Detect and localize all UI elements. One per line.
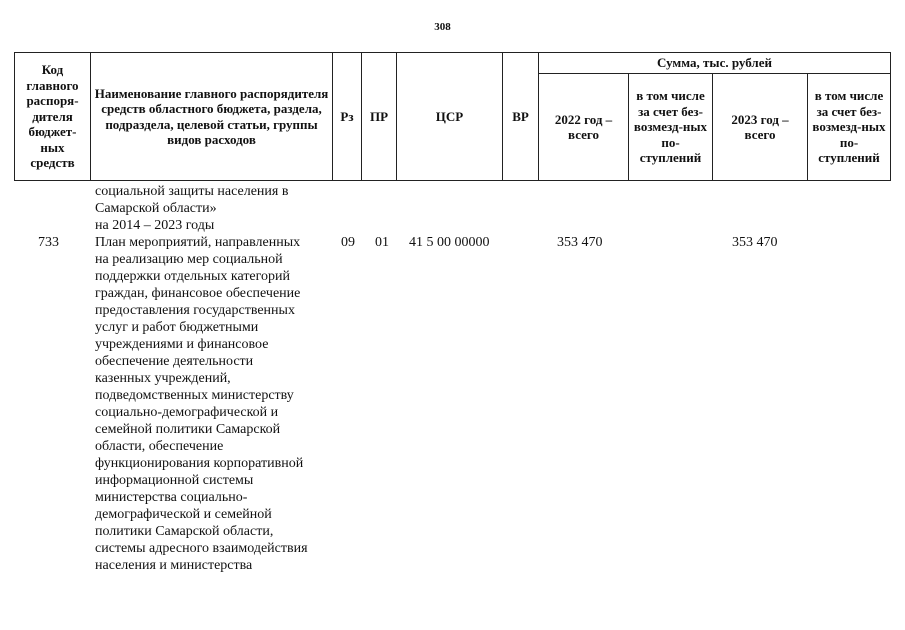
continuation-line: социальной защиты населения в <box>95 184 289 199</box>
header-csr: ЦСР <box>397 53 503 181</box>
header-sum-2023: 2023 год – всего <box>713 74 808 181</box>
row-name <box>95 234 335 574</box>
header-rz: Рз <box>333 53 362 181</box>
row-name-line: подведомственных министерству <box>95 388 294 403</box>
row-code: 733 <box>38 235 59 250</box>
row-name-line: области, обеспечение <box>95 439 224 454</box>
row-name-line: поддержки отдельных категорий <box>95 269 291 284</box>
row-name-line: на реализацию мер социальной <box>95 252 283 267</box>
row-name-line: предоставления государственных <box>95 303 295 318</box>
header-vr: ВР <box>503 53 539 181</box>
row-name-line: граждан, финансовое обеспечение <box>95 286 301 301</box>
row-name-line: учреждениями и финансовое <box>95 337 269 352</box>
row-name-line: информационной системы <box>95 473 254 488</box>
row-name-line: семейной политики Самарской <box>95 422 281 437</box>
row-name-line: обеспечение деятельности <box>95 354 254 369</box>
row-sum-2022: 353 470 <box>557 235 603 250</box>
header-code: Код главного распоря-дителя бюджет-ных средств <box>15 53 91 181</box>
table-header <box>14 52 891 181</box>
row-pr: 01 <box>375 235 389 250</box>
page-number: 308 <box>434 21 451 33</box>
row-name-line: политики Самарской области, <box>95 524 274 539</box>
row-name-line: казенных учреждений, <box>95 371 231 386</box>
continuation-line: на 2014 – 2023 годы <box>95 218 215 233</box>
row-name-line: министерства социально- <box>95 490 248 505</box>
row-name-line: демографической и семейной <box>95 507 272 522</box>
row-name-line: услуг и работ бюджетными <box>95 320 259 335</box>
header-sum-2023-free: в том числе за счет без-возмезд-ных по-ступлений <box>808 74 891 181</box>
row-name-line: населения и министерства <box>95 558 253 573</box>
header-sum-2022-free: в том числе за счет без-возмезд-ных по-ступлений <box>629 74 713 181</box>
header-sum-group: Сумма, тыс. рублей <box>539 53 891 74</box>
row-name-line: функционирования корпоративной <box>95 456 304 471</box>
row-name-line: социально-демографической и <box>95 405 279 420</box>
row-rz: 09 <box>341 235 355 250</box>
row-name-line: План мероприятий, направленных <box>95 235 301 250</box>
continuation-line: Самарской области» <box>95 201 217 216</box>
row-csr: 41 5 00 00000 <box>409 235 490 250</box>
header-pr: ПР <box>362 53 397 181</box>
row-sum-2023: 353 470 <box>732 235 778 250</box>
header-sum-2022: 2022 год – всего <box>539 74 629 181</box>
continuation-text <box>95 183 288 234</box>
row-name-line: системы адресного взаимодействия <box>95 541 308 556</box>
header-name: Наименование главного распорядителя средств областного бюджета, раздела, подраздела, целевой статьи, группы видов расходов <box>91 53 333 181</box>
